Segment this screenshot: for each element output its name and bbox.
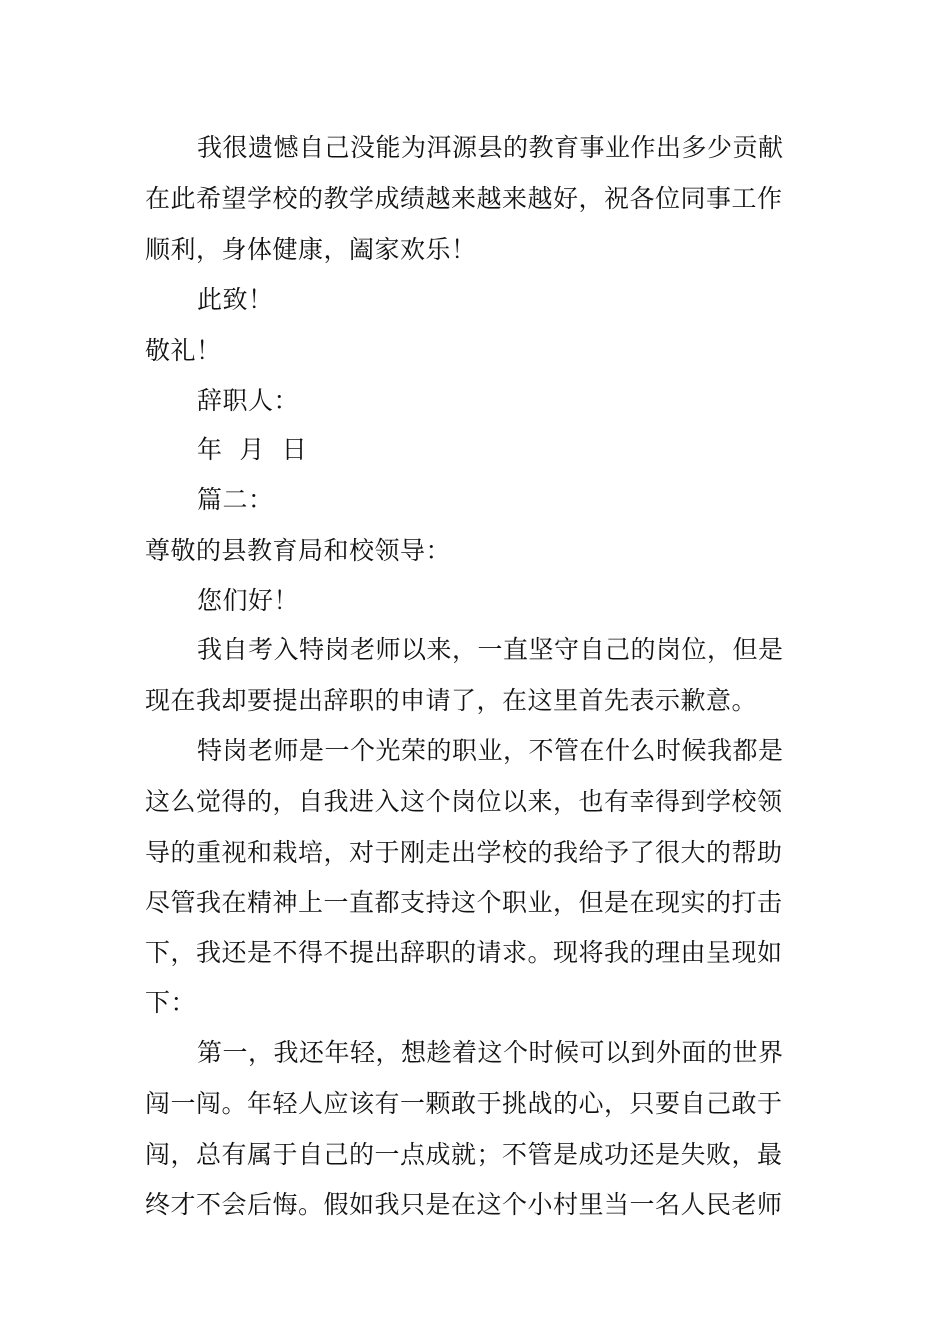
closing-regards: 敬礼！ [145,336,222,365]
text-line: 下，我还是不得不提出辞职的请求。现将我的理由呈现如 [145,938,783,967]
text-line: 特岗老师是一个光荣的职业，不管在什么时候我都是 [197,736,784,765]
text-line: 我很遗憾自己没能为洱源县的教育事业作出多少贡献 [197,133,784,162]
text-line: 尽管我在精神上一直都支持这个职业，但是在现实的打击 [145,888,783,917]
text-line: 闯一闯。年轻人应该有一颗敢于挑战的心，只要自己敢于 [145,1089,783,1118]
text-line: 在此希望学校的教学成绩越来越来越好，祝各位同事工作 [145,184,783,213]
closing-salutation: 此致！ [197,285,274,314]
text-line: 闯，总有属于自己的一点成就；不管是成功还是失败，最 [145,1140,783,1169]
text-line: 终才不会后悔。假如我只是在这个小村里当一名人民老师 [145,1190,783,1219]
text-line: 第一，我还年轻，想趁着这个时候可以到外面的世界 [197,1038,784,1067]
text-line: 顺利，身体健康，阖家欢乐！ [145,235,477,264]
text-line: 现在我却要提出辞职的申请了，在这里首先表示歉意。 [145,686,758,715]
signature-label: 辞职人： [197,386,300,415]
text-line: 导的重视和栽培，对于刚走出学校的我给予了很大的帮助 [145,838,783,867]
text-line: 这么觉得的，自我进入这个岗位以来，也有幸得到学校领 [145,787,783,816]
greeting: 您们好！ [197,586,300,615]
date-line: 年 月 日 [197,435,308,464]
text-line: 下： [145,988,197,1017]
salutation: 尊敬的县教育局和校领导： [145,536,452,565]
section-heading: 篇二： [197,485,274,514]
text-line: 我自考入特岗老师以来，一直坚守自己的岗位，但是 [197,635,784,664]
